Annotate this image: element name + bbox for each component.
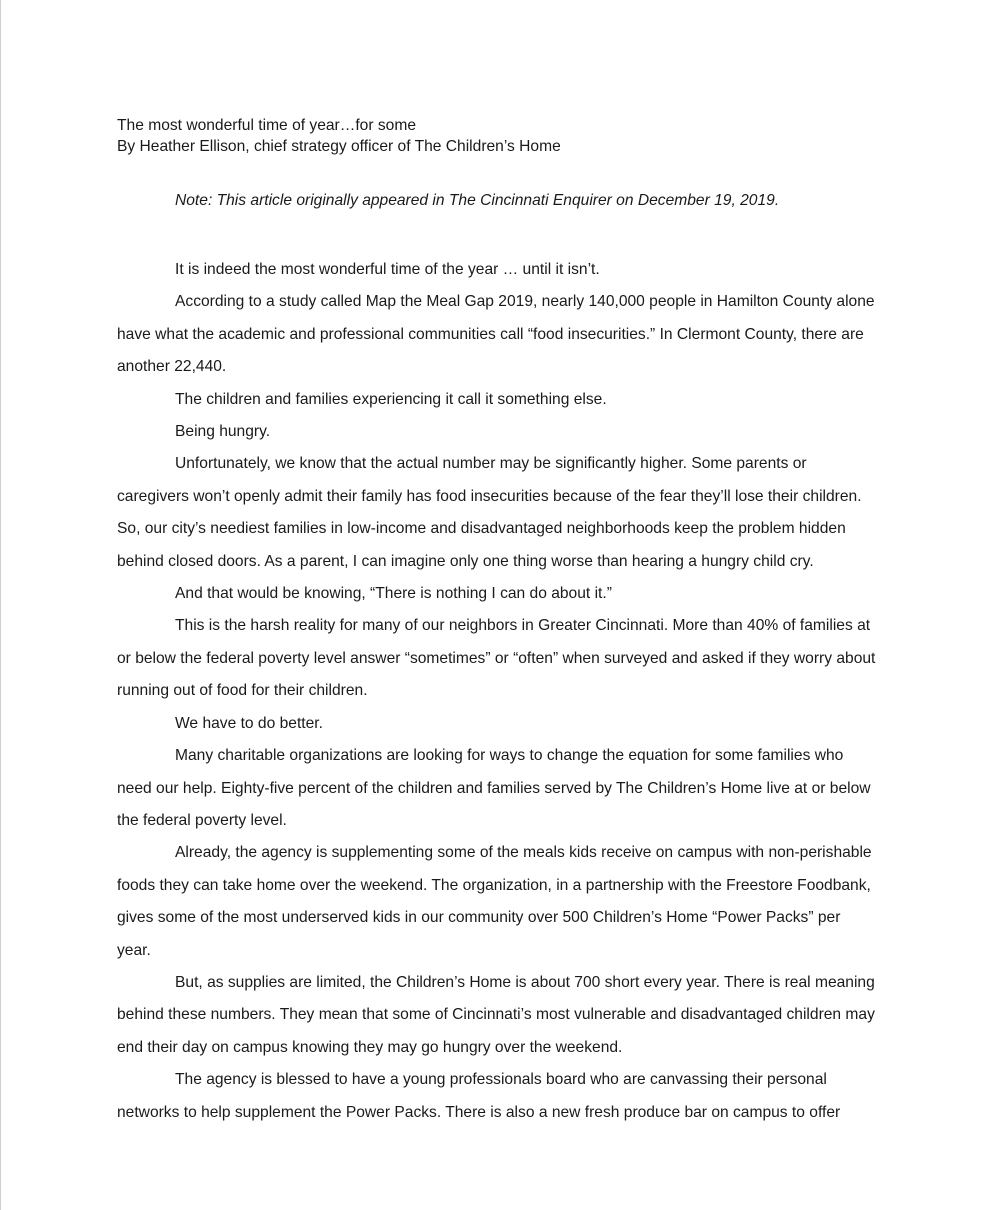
paragraph: This is the harsh reality for many of our neighbors in Greater Cincinnati. More than 40% of families at or below the federal poverty level answer “sometimes” or “often” when surveyed and asked if they worry about running out of food for their children. bbox=[117, 617, 876, 700]
article-byline: By Heather Ellison, chief strategy officer of The Children’s Home bbox=[117, 138, 561, 155]
article-title: The most wonderful time of year…for some bbox=[117, 117, 416, 134]
paragraph: Many charitable organizations are looking for ways to change the equation for some families who need our help. Eighty-five percent of the children and families served by The Children’s Home live at or below the federal poverty level. bbox=[117, 747, 871, 829]
article-body bbox=[117, 254, 877, 1129]
paragraph: Unfortunately, we know that the actual number may be significantly higher. Some parents or caregivers won’t openly admit their family has food insecurities because of the fear they’ll lose their children. So, our city’s neediest families in low-income and disadvantaged neighborhoods keep the problem hidden behind closed doors. As a parent, I can imagine only one thing worse than hearing a hungry child cry. bbox=[117, 455, 862, 570]
paragraph: The agency is blessed to have a young professionals board who are canvassing their personal networks to help supplement the Power Packs. There is also a new fresh produce bar on campus to offer bbox=[117, 1071, 841, 1121]
paragraph: According to a study called Map the Meal Gap 2019, nearly 140,000 people in Hamilton County alone have what the academic and professional communities call “food insecurities.” In Clermont County, there are another 22,440. bbox=[117, 293, 875, 376]
paragraph: The children and families experiencing it call it something else. bbox=[175, 390, 607, 408]
paragraph: But, as supplies are limited, the Children’s Home is about 700 short every year. There is real meaning behind these numbers. They mean that some of Cincinnati’s most vulnerable and disadvantaged children may end their day on campus knowing they may go hungry over the weekend. bbox=[117, 973, 875, 1056]
paragraph: We have to do better. bbox=[175, 714, 323, 732]
paragraph: Already, the agency is supplementing some of the meals kids receive on campus with non-perishable foods they can take home over the weekend. The organization, in a partnership with the Freestore Foodbank, gives some of the most underserved kids in our community over 500 Children’s Home “Power Packs” per year. bbox=[117, 844, 872, 959]
paragraph: Being hungry. bbox=[175, 423, 271, 441]
paragraph: And that would be knowing, “There is nothing I can do about it.” bbox=[175, 585, 612, 603]
paragraph: It is indeed the most wonderful time of the year … until it isn’t. bbox=[175, 261, 600, 278]
page-left-border bbox=[0, 0, 1, 1210]
article-note: Note: This article originally appeared in The Cincinnati Enquirer on December 19, 2019. bbox=[175, 192, 780, 209]
article-content bbox=[117, 115, 877, 1129]
